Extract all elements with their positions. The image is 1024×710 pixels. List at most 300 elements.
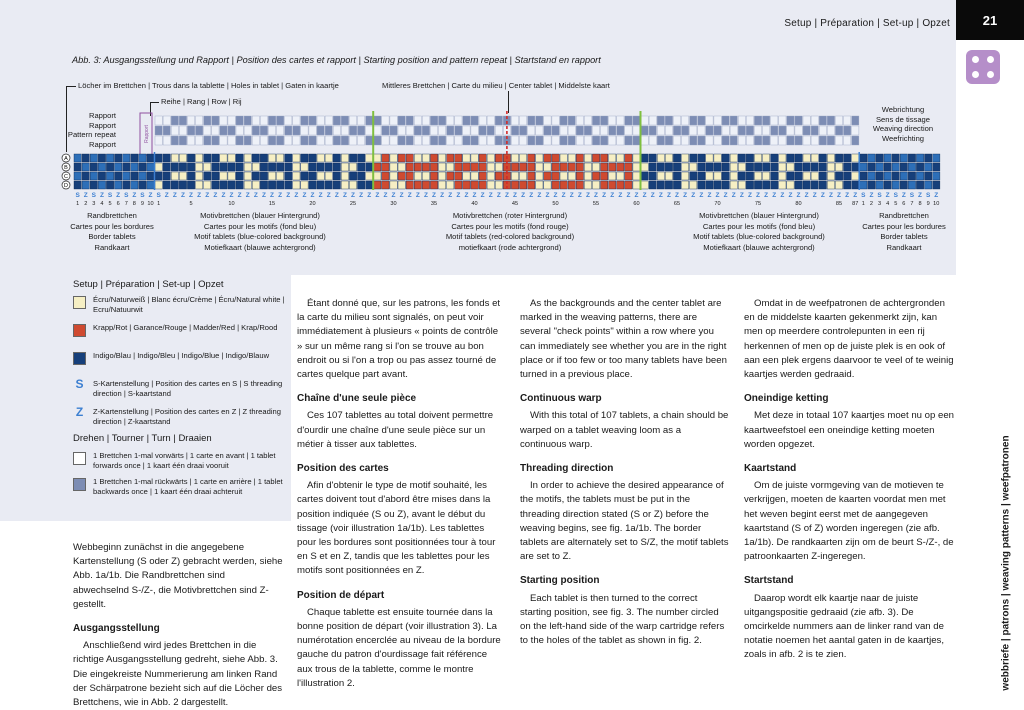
hole-cell xyxy=(665,181,672,189)
threading-letter: Z xyxy=(634,192,639,199)
rapport-cell xyxy=(609,136,616,145)
paragraph: Omdat in de weefpatronen de achtergronden en de middelste kaarten gekenmerkt zijn, kan men op meerdere controlepunten in een rij herkennen of men op de juiste plek is en ook of aan een plek ergens daarvoor te veel of te weinig kaartjes werden gedraaid. xyxy=(744,298,954,381)
threading-letter: Z xyxy=(545,192,550,199)
hole-cell xyxy=(374,172,381,180)
threading-letter: Z xyxy=(367,192,372,199)
rapport-cell xyxy=(835,126,842,135)
hole-cell xyxy=(293,172,300,180)
hole-cell xyxy=(487,181,494,189)
hole-cell xyxy=(277,163,284,171)
rapport-cell xyxy=(544,126,551,135)
hole-cell xyxy=(358,154,365,162)
hole-cell xyxy=(455,172,462,180)
rapport-cell xyxy=(779,126,786,135)
hole-cell xyxy=(74,163,81,171)
hole-cell xyxy=(754,172,761,180)
threading-letter: Z xyxy=(699,192,704,199)
hole-cell xyxy=(641,163,648,171)
rapport-cell xyxy=(649,136,656,145)
tablet-number: 80 xyxy=(795,201,802,207)
hole-cell xyxy=(528,163,535,171)
rapport-line: Rapport xyxy=(88,120,116,130)
tablet-number: 5 xyxy=(108,201,112,207)
rapport-cell xyxy=(479,136,486,145)
hole-cell xyxy=(771,172,778,180)
rapport-cell xyxy=(430,116,437,125)
hole-cell xyxy=(374,163,381,171)
left-border-group xyxy=(60,211,164,253)
rapport-cell xyxy=(754,126,761,135)
hole-cell xyxy=(285,172,292,180)
threading-letter: Z xyxy=(537,192,542,199)
hole-cell xyxy=(398,172,405,180)
hole-cell xyxy=(163,163,170,171)
rapport-cell xyxy=(528,116,535,125)
hole-cell xyxy=(147,172,154,180)
rapport-cell xyxy=(511,126,518,135)
hole-cell xyxy=(487,154,494,162)
rapport-cell xyxy=(544,136,551,145)
threading-letter: Z xyxy=(456,192,461,199)
threading-letter: Z xyxy=(804,192,809,199)
rapport-cell xyxy=(714,126,721,135)
rapport-cell xyxy=(803,116,810,125)
hole-cell xyxy=(908,154,915,162)
hole-cell xyxy=(803,181,810,189)
hole-cell xyxy=(430,163,437,171)
hole-cell xyxy=(601,172,608,180)
hole-cell xyxy=(787,172,794,180)
rapport-cell xyxy=(479,116,486,125)
legend-item-z xyxy=(73,407,288,427)
rapport-cell xyxy=(163,116,170,125)
tablet-number: 85 xyxy=(835,201,843,207)
rapport-cell xyxy=(852,136,859,145)
hole-cell xyxy=(382,172,389,180)
tablet-number: 3 xyxy=(92,201,96,207)
rapport-cell xyxy=(844,126,851,135)
hole-cell xyxy=(244,154,251,162)
rapport-cell xyxy=(617,136,624,145)
rapport-cell xyxy=(179,126,186,135)
threading-letter: Z xyxy=(253,192,258,199)
rapport-cell xyxy=(187,126,194,135)
threading-letter: Z xyxy=(189,192,194,199)
hole-cell xyxy=(123,163,130,171)
rapport-cell xyxy=(155,136,162,145)
rapport-cell xyxy=(552,126,559,135)
hole-cell xyxy=(884,154,891,162)
hole-cell xyxy=(908,181,915,189)
hole-cell xyxy=(520,181,527,189)
hole-cell xyxy=(673,172,680,180)
hole-cell xyxy=(536,154,543,162)
rapport-cell xyxy=(649,116,656,125)
hole-cell xyxy=(285,163,292,171)
hole-cell xyxy=(390,154,397,162)
rapport-cell xyxy=(398,116,405,125)
hole-cell xyxy=(876,172,883,180)
motif-blue-right-group xyxy=(664,211,854,253)
rapport-cell xyxy=(592,116,599,125)
hole-cell xyxy=(900,181,907,189)
rapport-cell xyxy=(520,136,527,145)
hole-cell xyxy=(252,172,259,180)
rapport-cell xyxy=(835,136,842,145)
hole-cell xyxy=(406,172,413,180)
hole-cell xyxy=(673,163,680,171)
hole-cell xyxy=(916,181,923,189)
threading-letter: Z xyxy=(610,192,615,199)
rapport-cell xyxy=(795,136,802,145)
rapport-cell xyxy=(204,116,211,125)
tablet-number: 75 xyxy=(754,201,762,207)
rapport-cell xyxy=(779,136,786,145)
hole-cell xyxy=(592,181,599,189)
hole-cell xyxy=(422,154,429,162)
hole-cell xyxy=(171,172,178,180)
hole-cell xyxy=(576,172,583,180)
tablet-number: 15 xyxy=(268,201,276,207)
hole-cell xyxy=(447,163,454,171)
tablet-number: 30 xyxy=(390,201,397,207)
hole-cell xyxy=(471,181,478,189)
rapport-cell xyxy=(179,116,186,125)
threading-letter: Z xyxy=(602,192,607,199)
hole-cell xyxy=(544,181,551,189)
hole-cell xyxy=(74,172,81,180)
hole-cell xyxy=(560,154,567,162)
rapport-cell xyxy=(576,136,583,145)
rapport-cell xyxy=(171,116,178,125)
hole-cell xyxy=(819,163,826,171)
group-line: Border tablets xyxy=(880,232,928,242)
hole-cell xyxy=(390,163,397,171)
legend-label: 1 Brettchen 1-mal vorwärts | 1 carte en avant | 1 tablet forwards once | 1 kaart één draai vooruit xyxy=(93,451,276,470)
rapport-cell xyxy=(657,116,664,125)
hole-cell xyxy=(349,163,356,171)
legend-item-s xyxy=(73,379,288,399)
rapport-cell xyxy=(382,136,389,145)
rapport-cell xyxy=(617,116,624,125)
threading-letter: Z xyxy=(448,192,453,199)
hole-cell xyxy=(852,172,859,180)
rapport-cell xyxy=(439,136,446,145)
hole-cell xyxy=(123,172,130,180)
hole-cell xyxy=(447,172,454,180)
paragraph: In order to achieve the desired appearance of the motifs, the tablets must be put in the threading direction stated (S or Z) before the weaving begins, see fig. 1a/1b. The border tablets are alternately set to S/Z, the motif tablets are set to Z. xyxy=(520,480,729,563)
hole-cell xyxy=(106,172,113,180)
threading-letter: Z xyxy=(359,192,364,199)
rapport-line: Rapport xyxy=(88,111,116,120)
hole-cell xyxy=(706,172,713,180)
rapport-cell xyxy=(390,136,397,145)
hole-cell xyxy=(633,172,640,180)
hole-cell xyxy=(179,172,186,180)
rapport-cell xyxy=(665,116,672,125)
hole-cell xyxy=(163,154,170,162)
threading-letter: Z xyxy=(658,192,663,199)
hole-cell xyxy=(811,163,818,171)
threading-letter: Z xyxy=(772,192,777,199)
tablet-number: 10 xyxy=(933,201,940,207)
rapport-cell xyxy=(819,136,826,145)
hole-cell xyxy=(179,181,186,189)
rapport-cell xyxy=(212,116,219,125)
threading-letter: Z xyxy=(820,192,825,199)
rapport-cell xyxy=(698,136,705,145)
hole-cell xyxy=(406,181,413,189)
hole-cell xyxy=(414,181,421,189)
rapport-cell xyxy=(592,136,599,145)
threading-letter: Z xyxy=(197,192,202,199)
rapport-cell xyxy=(447,126,454,135)
hole-cell xyxy=(779,172,786,180)
rapport-cell xyxy=(746,116,753,125)
threading-letter: Z xyxy=(164,192,169,199)
rapport-cell xyxy=(738,126,745,135)
hole-cell xyxy=(617,163,624,171)
hole-cell xyxy=(479,181,486,189)
rapport-cell xyxy=(528,126,535,135)
hole-cell xyxy=(349,181,356,189)
threading-letter: Z xyxy=(513,192,518,199)
rapport-cell xyxy=(285,136,292,145)
rapport-cell xyxy=(803,136,810,145)
rapport-cell xyxy=(309,136,316,145)
running-header: Setup | Préparation | Set-up | Opzet xyxy=(784,18,950,29)
hole-cell xyxy=(803,154,810,162)
rapport-cell xyxy=(827,136,834,145)
hole-cell xyxy=(430,181,437,189)
hole-cell xyxy=(358,181,365,189)
hole-cell xyxy=(228,181,235,189)
hole-cell xyxy=(163,172,170,180)
hole-cell xyxy=(341,163,348,171)
rapport-cell xyxy=(568,116,575,125)
direction-line: Weefrichting xyxy=(881,133,925,143)
hole-cell xyxy=(528,172,535,180)
rapport-cell xyxy=(293,116,300,125)
hole-cell xyxy=(139,181,146,189)
tablet-number: 70 xyxy=(714,201,721,207)
rapport-cell xyxy=(366,136,373,145)
rapport-cell xyxy=(625,136,632,145)
hole-cell xyxy=(511,181,518,189)
hole-cell xyxy=(933,154,940,162)
group-line: Motivbrettchen (roter Hintergrund) xyxy=(452,211,568,220)
hole-cell xyxy=(779,163,786,171)
hole-cell xyxy=(763,154,770,162)
hole-cell xyxy=(123,154,130,162)
rapport-cell xyxy=(430,126,437,135)
hole-cell xyxy=(511,172,518,180)
rapport-cell xyxy=(171,136,178,145)
rapport-cell xyxy=(601,116,608,125)
heading: Kaartstand xyxy=(744,463,797,475)
group-line: Randkaart xyxy=(94,242,130,252)
hole-cell xyxy=(738,181,745,189)
hole-cell xyxy=(479,163,486,171)
hole-cell xyxy=(349,172,356,180)
threading-letter: Z xyxy=(237,192,242,199)
hole-cell xyxy=(528,154,535,162)
rapport-cell xyxy=(779,116,786,125)
right-border-group xyxy=(852,211,956,253)
hole-cell xyxy=(827,163,834,171)
hole-cell xyxy=(155,172,162,180)
center-tablet-label: Mittleres Brettchen | Carte du milieu | Center tablet | Middelste kaart xyxy=(382,81,610,90)
threading-letter: Z xyxy=(747,192,752,199)
group-line: Cartes pour les motifs (fond rouge) xyxy=(451,221,569,231)
legend-label: Krapp/Rot | Garance/Rouge | Madder/Red | Krap/Rood xyxy=(93,323,278,332)
tablet-number: 4 xyxy=(100,201,104,207)
hole-cell xyxy=(220,154,227,162)
hole-cell xyxy=(293,181,300,189)
rapport-cell xyxy=(690,126,697,135)
hole-cell xyxy=(738,163,745,171)
rapport-cell xyxy=(568,136,575,145)
hole-cell xyxy=(447,181,454,189)
threading-letter: Z xyxy=(407,192,412,199)
hole-cell xyxy=(171,163,178,171)
rapport-cell xyxy=(771,116,778,125)
threading-letter: Z xyxy=(205,192,210,199)
hole-cell xyxy=(252,154,259,162)
threading-letter: Z xyxy=(432,192,437,199)
rapport-cell xyxy=(771,126,778,135)
paragraph: Afin d'obtenir le type de motif souhaité, les cartes doivent tout d'abord être mises dans la position indiquée (S ou Z), avant le début du tissage (voir illustration 1a/1b). Les tablettes pour les bordures sont positionnées tour à tour en S et en Z, tandis que les tablettes pour les motifs sont positionnées en Z. xyxy=(297,480,496,577)
threading-letter: Z xyxy=(585,192,590,199)
threading-letter: Z xyxy=(440,192,445,199)
group-line: Cartes pour les bordures xyxy=(70,221,154,231)
hole-cell xyxy=(933,181,940,189)
row-label: Reihe | Rang | Row | Rij xyxy=(161,97,242,106)
rapport-cell xyxy=(673,116,680,125)
side-tab-label: webbriefe | patrons | weaving patterns | weefpatronen xyxy=(1000,435,1012,691)
tablet-number: 4 xyxy=(886,201,890,207)
rapport-cell xyxy=(455,126,462,135)
hole-cell xyxy=(244,163,251,171)
hole-cell xyxy=(301,163,308,171)
hole-cell xyxy=(795,181,802,189)
rapport-cell xyxy=(811,136,818,145)
hole-cell xyxy=(382,163,389,171)
threading-letter: Z xyxy=(739,192,744,199)
hole-cell xyxy=(228,172,235,180)
threading-letter: Z xyxy=(116,192,121,199)
rapport-line: Rapport xyxy=(88,139,116,149)
rapport-cell xyxy=(252,116,259,125)
hole-cell xyxy=(374,181,381,189)
hole-cell xyxy=(722,172,729,180)
threading-letter: Z xyxy=(310,192,315,199)
z-symbol-icon: Z xyxy=(75,405,84,419)
hole-cell xyxy=(277,172,284,180)
rapport-cell xyxy=(520,126,527,135)
rapport-cell xyxy=(358,116,365,125)
hole-cell xyxy=(155,154,162,162)
hole-cell xyxy=(649,163,656,171)
threading-letter: Z xyxy=(270,192,275,199)
hole-cell xyxy=(131,181,138,189)
rapport-cell xyxy=(414,136,421,145)
hole-cell xyxy=(398,163,405,171)
hole-cell xyxy=(179,163,186,171)
hole-cell xyxy=(827,181,834,189)
tablet-number: 50 xyxy=(552,201,559,207)
hole-cell xyxy=(754,181,761,189)
side-tab xyxy=(996,432,1016,694)
hole-cell xyxy=(90,154,97,162)
hole-cell xyxy=(868,181,875,189)
rapport-cell xyxy=(673,136,680,145)
hole-cell xyxy=(439,154,446,162)
tablet-number: 7 xyxy=(124,201,128,207)
hole-cell xyxy=(422,181,429,189)
hole-cell xyxy=(690,172,697,180)
hole-cell xyxy=(682,181,689,189)
hole-cell xyxy=(641,154,648,162)
hole-cell xyxy=(430,154,437,162)
hole-cell xyxy=(908,163,915,171)
hole-cell xyxy=(204,163,211,171)
hole-cell xyxy=(187,163,194,171)
hole-cell xyxy=(690,163,697,171)
tablet-number: 5 xyxy=(894,201,898,207)
hole-cell xyxy=(892,172,899,180)
threading-letter: Z xyxy=(723,192,728,199)
rapport-cell xyxy=(706,126,713,135)
hole-cell xyxy=(714,181,721,189)
rapport-cell xyxy=(163,126,170,135)
hole-cell xyxy=(641,172,648,180)
rapport-cell xyxy=(366,126,373,135)
hole-cell xyxy=(220,163,227,171)
hole-cell xyxy=(568,163,575,171)
hole-cell xyxy=(358,163,365,171)
rapport-cell xyxy=(212,126,219,135)
rapport-cell xyxy=(349,136,356,145)
hole-cell xyxy=(754,163,761,171)
threading-letter: Z xyxy=(828,192,833,199)
hole-cell xyxy=(463,181,470,189)
hole-cell xyxy=(90,181,97,189)
rapport-cell xyxy=(341,126,348,135)
hole-cell xyxy=(819,181,826,189)
hole-label: C xyxy=(64,174,68,180)
rapport-cell xyxy=(560,136,567,145)
hole-cell xyxy=(787,154,794,162)
hole-cell xyxy=(333,181,340,189)
rapport-cell xyxy=(536,126,543,135)
hole-cell xyxy=(592,163,599,171)
hole-cell xyxy=(560,172,567,180)
hole-cell xyxy=(341,172,348,180)
rapport-cell xyxy=(763,116,770,125)
hole-cell xyxy=(187,172,194,180)
rapport-cell xyxy=(268,126,275,135)
hole-cell xyxy=(171,181,178,189)
rapport-cell xyxy=(536,116,543,125)
hole-cell xyxy=(771,154,778,162)
rapport-cell xyxy=(835,116,842,125)
heading: Position des cartes xyxy=(297,463,389,475)
rapport-cell xyxy=(277,126,284,135)
rapport-cell xyxy=(358,126,365,135)
rapport-cell xyxy=(633,116,640,125)
rapport-cell xyxy=(827,126,834,135)
